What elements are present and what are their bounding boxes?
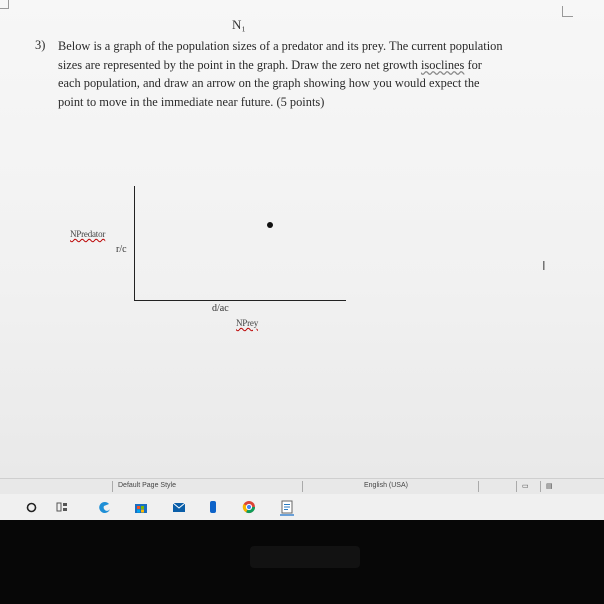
- question-line-1: Below is a graph of the population sizes of a predator and its prey. The current population: [58, 39, 503, 53]
- question-number: 3): [35, 38, 46, 52]
- top-marker: N₁: [232, 17, 246, 32]
- status-separator: [516, 481, 517, 492]
- monitor-bezel: [0, 520, 604, 604]
- taskbar: [0, 494, 604, 520]
- spellcheck-word[interactable]: isoclines: [420, 57, 465, 72]
- population-point: [267, 222, 273, 228]
- x-axis-sub-label: NPrey: [236, 318, 258, 328]
- track-changes-icon[interactable]: ▭: [522, 483, 529, 490]
- status-bar: [0, 478, 604, 495]
- start-icon[interactable]: [24, 500, 38, 514]
- y-axis-sub-label: r/c: [116, 244, 127, 255]
- page-corner-marker-right: [562, 6, 573, 17]
- status-separator: [112, 481, 113, 492]
- page-style[interactable]: Default Page Style: [118, 482, 176, 489]
- x-axis: [134, 300, 346, 301]
- monitor-logo: [250, 546, 360, 568]
- y-axis-label: NPredator: [70, 229, 106, 239]
- status-separator: [478, 481, 479, 492]
- question-line-3: each population, and draw an arrow on the graph showing how you would expect the: [58, 76, 480, 90]
- status-separator: [540, 481, 541, 492]
- page-corner-marker: [0, 0, 9, 9]
- edge-icon[interactable]: [98, 500, 112, 514]
- task-view-icon[interactable]: [55, 500, 69, 514]
- question-text: [58, 37, 578, 111]
- mail-icon[interactable]: [172, 500, 186, 514]
- libreoffice-writer-icon[interactable]: [280, 500, 294, 516]
- question-line-4: point to move in the immediate near future. (5 points): [58, 94, 325, 109]
- y-axis: [134, 186, 135, 301]
- status-separator: [302, 481, 303, 492]
- language[interactable]: English (USA): [364, 482, 408, 489]
- document-modified-icon[interactable]: ▤: [546, 483, 553, 490]
- question-line-2: sizes are represented by the point in the graph. Draw the zero net growth isoclines for: [58, 57, 482, 72]
- x-axis-label: d/ac: [212, 303, 229, 314]
- dropbox-icon[interactable]: [206, 500, 220, 514]
- store-icon[interactable]: [134, 500, 148, 514]
- chrome-icon[interactable]: [242, 500, 256, 514]
- text-cursor: I: [542, 258, 546, 273]
